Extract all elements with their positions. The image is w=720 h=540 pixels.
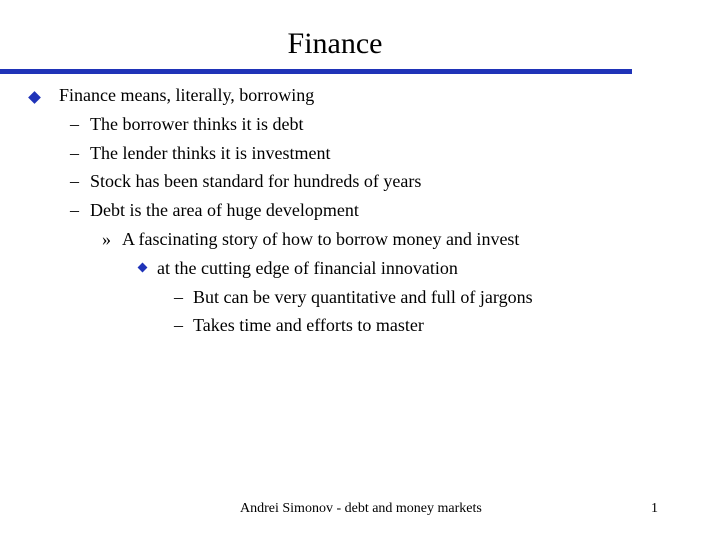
diamond-bullet-icon	[28, 91, 41, 104]
dash-bullet: –	[70, 143, 79, 163]
slide-title: Finance	[287, 27, 383, 60]
dash-bullet: –	[174, 287, 183, 307]
footer-text: Andrei Simonov - debt and money markets	[240, 501, 482, 516]
bullet-text: A fascinating story of how to borrow money and invest	[122, 229, 520, 249]
bullet-text: at the cutting edge of financial innovation	[157, 258, 458, 278]
diamond-bullet-icon	[138, 263, 148, 273]
page-number: 1	[651, 501, 658, 516]
bullet-text: The lender thinks it is investment	[90, 143, 331, 163]
bullet-text: Stock has been standard for hundreds of years	[90, 171, 422, 191]
dash-bullet: –	[70, 200, 79, 220]
bullet-text: Finance means, literally, borrowing	[59, 85, 315, 105]
bullet-text: Takes time and efforts to master	[193, 315, 424, 335]
bullet-text: But can be very quantitative and full of jargons	[193, 287, 533, 307]
dash-bullet: –	[70, 114, 79, 134]
bullet-text: The borrower thinks it is debt	[90, 114, 304, 134]
bullet-text: Debt is the area of huge development	[90, 200, 359, 220]
chevron-bullet: »	[102, 229, 111, 249]
dash-bullet: –	[174, 315, 183, 335]
dash-bullet: –	[70, 171, 79, 191]
title-underline	[0, 69, 632, 74]
